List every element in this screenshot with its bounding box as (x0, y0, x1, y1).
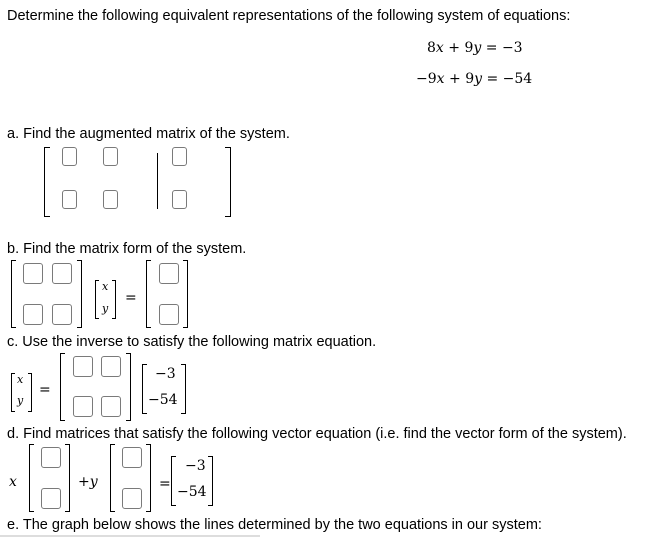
vec2-left-bracket (110, 444, 115, 512)
aug-a11-input[interactable] (62, 147, 77, 166)
var-y: y (17, 394, 24, 407)
const-left-bracket (171, 456, 176, 506)
coef-a11-input[interactable] (23, 263, 43, 284)
vec1-bottom-input[interactable] (41, 488, 61, 509)
inv-a22-input[interactable] (101, 396, 121, 417)
vec2-bottom-input[interactable] (122, 488, 142, 509)
const-bottom: −54 (177, 484, 207, 500)
rhs-right-bracket (183, 260, 188, 328)
var-left-bracket (11, 373, 15, 412)
equals-sign: = (39, 382, 51, 398)
aug-b1-input[interactable] (172, 147, 187, 166)
aug-a22-input[interactable] (103, 190, 118, 209)
const-top: −3 (155, 366, 176, 382)
part-a-label: a. Find the augmented matrix of the system. (7, 126, 290, 142)
vec1-top-input[interactable] (41, 447, 61, 468)
var-right-bracket (112, 280, 116, 319)
equation-2: −9x + 9y = −54 (416, 71, 533, 87)
augment-divider (157, 153, 158, 209)
coef-right-bracket (77, 260, 82, 328)
var-left-bracket (95, 280, 99, 319)
left-bracket (44, 147, 50, 217)
equals-sign: = (159, 476, 171, 492)
const-right-bracket (181, 364, 186, 414)
var-x: x (17, 373, 24, 386)
equals-sign: = (125, 290, 137, 306)
var-x: x (102, 280, 109, 293)
inv-a11-input[interactable] (73, 356, 93, 377)
const-left-bracket (142, 364, 147, 414)
plus-y: +y (78, 474, 98, 490)
rhs-b1-input[interactable] (159, 263, 179, 284)
coef-left-bracket (11, 260, 16, 328)
var-x: x (9, 474, 17, 490)
rhs-left-bracket (146, 260, 151, 328)
intro-text: Determine the following equivalent representations of the following system of equations: (7, 8, 571, 24)
coef-a12-input[interactable] (52, 263, 72, 284)
rhs-b2-input[interactable] (159, 304, 179, 325)
vec2-right-bracket (146, 444, 151, 512)
graph-top-edge (0, 535, 260, 537)
vec2-top-input[interactable] (122, 447, 142, 468)
aug-b2-input[interactable] (172, 190, 187, 209)
vec1-right-bracket (65, 444, 70, 512)
const-bottom: −54 (148, 392, 178, 408)
coef-a22-input[interactable] (52, 304, 72, 325)
part-e-label: e. The graph below shows the lines determined by the two equations in our system: (7, 517, 542, 533)
right-bracket (225, 147, 231, 217)
vec1-left-bracket (29, 444, 34, 512)
part-d-label: d. Find matrices that satisfy the following vector equation (i.e. find the vector form of the system). (7, 426, 627, 442)
inv-a12-input[interactable] (101, 356, 121, 377)
inv-right-bracket (126, 353, 131, 421)
aug-a12-input[interactable] (103, 147, 118, 166)
part-c-label: c. Use the inverse to satisfy the following matrix equation. (7, 334, 377, 350)
inv-a21-input[interactable] (73, 396, 93, 417)
equation-1: 8x + 9y = −3 (427, 40, 523, 56)
var-right-bracket (28, 373, 32, 412)
const-top: −3 (185, 458, 206, 474)
coef-a21-input[interactable] (23, 304, 43, 325)
inv-left-bracket (60, 353, 65, 421)
var-y: y (102, 302, 109, 315)
aug-a21-input[interactable] (62, 190, 77, 209)
part-b-label: b. Find the matrix form of the system. (7, 241, 247, 257)
const-right-bracket (208, 456, 213, 506)
